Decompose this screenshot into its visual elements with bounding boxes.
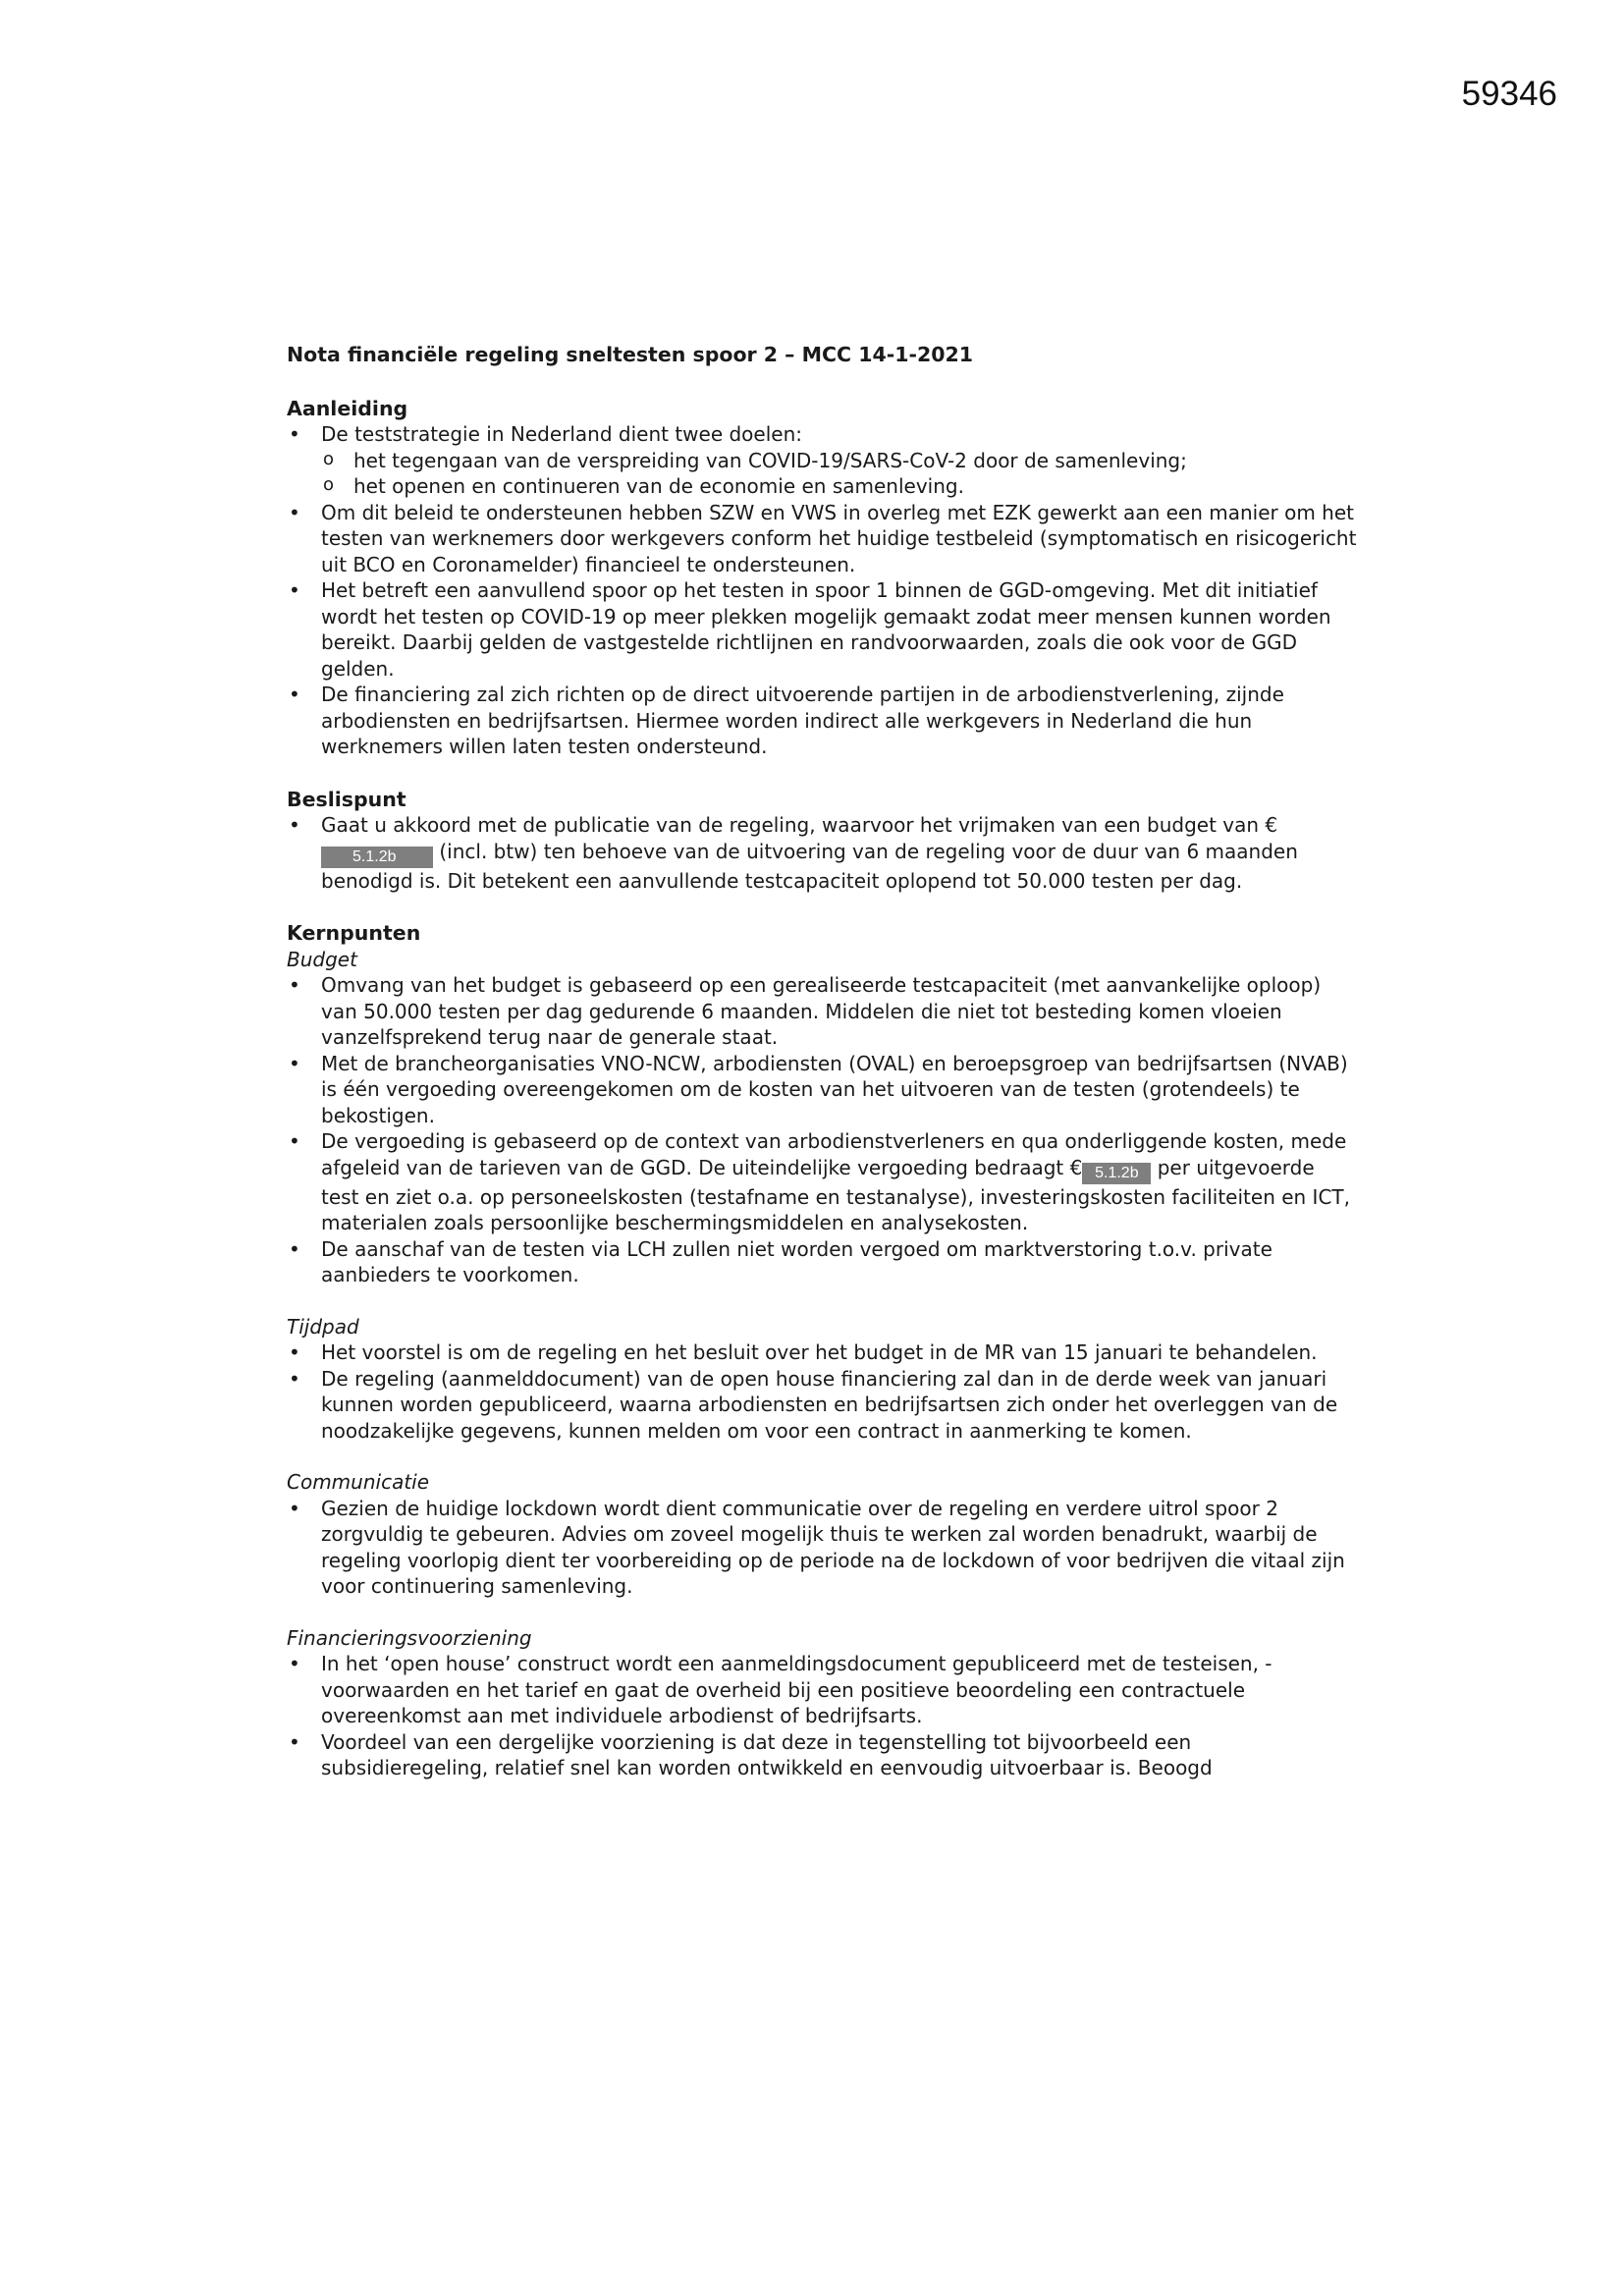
beslispunt-list [287, 812, 1357, 894]
list-item: • Het voorstel is om de regeling en het besluit over het budget in de MR van 15 januari te behandelen. [287, 1339, 1357, 1366]
section-heading-aanleiding: Aanleiding [287, 396, 408, 420]
page-number: 59346 [1461, 75, 1557, 113]
list-item [287, 421, 1357, 500]
communicatie-list [287, 1496, 1357, 1600]
subsection-heading-tijdpad: Tijdpad [287, 1314, 359, 1339]
list-item: • De aanschaf van de testen via LCH zullen niet worden vergoed om marktverstoring t.o.v. private aanbieders te voorkomen. [287, 1236, 1357, 1288]
sub-list-item: o het openen en continueren van de economie en samenleving. [321, 473, 1357, 500]
document-body [287, 342, 1357, 1781]
document-title: Nota financiële regeling sneltesten spoor 2 – MCC 14-1-2021 [287, 343, 974, 366]
subsection-heading-budget: Budget [287, 947, 357, 971]
budget-list [287, 972, 1357, 1288]
list-item: • Het betreft een aanvullend spoor op het testen in spoor 1 binnen de GGD-omgeving. Met dit initiatief wordt het testen op COVID-19 op meer plekken mogelijk gemaakt zodat meer mensen kunnen worden bereikt. Daarbij gelden de vastgestelde richtlijnen en randvoorwaarden, zoals die ook voor de GGD gelden. [287, 577, 1357, 682]
section-heading-beslispunt: Beslispunt [287, 787, 406, 811]
aanleiding-sublist [321, 448, 1357, 500]
financiering-list [287, 1651, 1357, 1781]
list-item: • Om dit beleid te ondersteunen hebben SZW en VWS in overleg met EZK gewerkt aan een manier om het testen van werknemers door werkgevers conform het huidige testbeleid (symptomatisch en risicogericht uit BCO en Coronamelder) financieel te ondersteunen. [287, 500, 1357, 578]
list-item: • Voordeel van een dergelijke voorziening is dat deze in tegenstelling tot bijvoorbeeld een subsidieregeling, relatief snel kan worden ontwikkeld en eenvoudig uitvoerbaar is. Beoogd [287, 1729, 1357, 1781]
section-heading-kernpunten: Kernpunten [287, 921, 421, 945]
list-item [287, 812, 1357, 894]
list-item-text: Gaat u akkoord met de publicatie van de regeling, waarvoor het vrijmaken van een budget van € [321, 813, 1278, 837]
list-item: • Omvang van het budget is gebaseerd op een gerealiseerde testcapaciteit (met aanvankelijke oploop) van 50.000 testen per dag gedurende 6 maanden. Middelen die niet tot besteding komen vloeien vanzelfsprekend terug naar de generale staat. [287, 972, 1357, 1051]
list-item: • Gezien de huidige lockdown wordt dient communicatie over de regeling en verdere uitrol spoor 2 zorgvuldig te gebeuren. Advies om zoveel mogelijk thuis te werken zal worden benadrukt, waarbij de regeling voorlopig dient ter voorbereiding op de periode na de lockdown of voor bedrijven die vitaal zijn voor continuering samenleving. [287, 1496, 1357, 1600]
redaction-mark: 5.1.2b [321, 847, 433, 868]
list-item: • De regeling (aanmelddocument) van de open house financiering zal dan in de derde week van januari kunnen worden gepubliceerd, waarna arbodiensten en bedrijfsartsen zich onder het overleggen van de noodzakelijke gegevens, kunnen melden om voor een contract in aanmerking te komen. [287, 1366, 1357, 1445]
subsection-heading-financiering: Financieringsvoorziening [287, 1625, 532, 1650]
list-item: • Met de brancheorganisaties VNO-NCW, arbodiensten (OVAL) en beroepsgroep van bedrijfsartsen (NVAB) is één vergoeding overeengekomen om de kosten van het uitvoeren van de testen (grotendeels) te bekostigen. [287, 1051, 1357, 1129]
list-item-text: per uitgevoerde test en ziet o.a. op personeelskosten (testafname en testanalyse), investeringskosten faciliteiten en ICT, materialen zoals persoonlijke beschermingsmiddelen en analysekosten. [321, 1155, 1350, 1234]
list-item-text: De vergoeding is gebaseerd op de context van arbodienstverleners en qua onderliggende kosten, mede afgeleid van de tarieven van de GGD. De uiteindelijke vergoeding bedraagt € [321, 1129, 1347, 1179]
list-item: • In het ‘open house’ construct wordt een aanmeldingsdocument gepubliceerd met de testeisen, -voorwaarden en het tarief en gaat de overheid bij een positieve beoordeling een contractuele overeenkomst aan met individuele arbodienst of bedrijfsarts. [287, 1651, 1357, 1729]
redaction-mark: 5.1.2b [1082, 1163, 1151, 1184]
list-item: • De financiering zal zich richten op de direct uitvoerende partijen in de arbodienstverlening, zijnde arbodiensten en bedrijfsartsen. Hiermee worden indirect alle werkgevers in Nederland die hun werknemers willen laten testen ondersteund. [287, 682, 1357, 760]
list-item-text: (incl. btw) ten behoeve van de uitvoering van de regeling voor de duur van 6 maanden benodigd is. Dit betekent een aanvullende testcapaciteit oplopend tot 50.000 testen per dag. [321, 839, 1298, 893]
subsection-heading-communicatie: Communicatie [287, 1470, 430, 1494]
list-item [287, 1128, 1357, 1236]
aanleiding-list [287, 421, 1357, 760]
sub-list-item: o het tegengaan van de verspreiding van COVID-19/SARS-CoV-2 door de samenleving; [321, 448, 1357, 474]
tijdpad-list [287, 1339, 1357, 1444]
list-item-text: De teststrategie in Nederland dient twee doelen: [321, 422, 802, 446]
